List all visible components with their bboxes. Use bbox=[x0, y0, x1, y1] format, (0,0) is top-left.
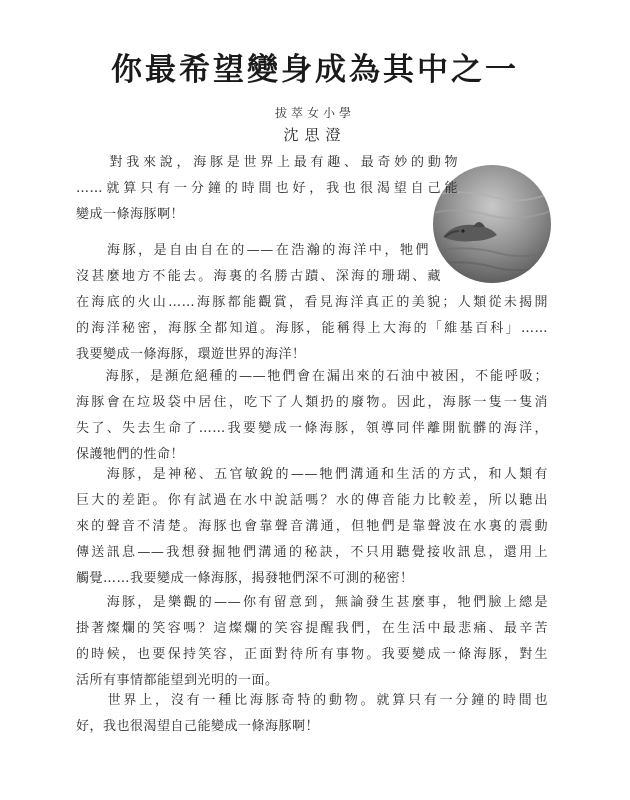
text-line: 海豚會在垃圾袋中居住，吃下了人類扔的廢物。因此，海豚一隻一隻消 bbox=[76, 395, 548, 410]
text-line: 世界上，沒有一種比海豚奇特的動物。就算只有一分鐘的時間也 bbox=[76, 693, 548, 708]
text-line: 掛著燦爛的笑容嗎？這燦爛的笑容提醒我們，在生活中最悲痛、最辛苦 bbox=[76, 621, 548, 636]
author-name: 沈思澄 bbox=[283, 126, 347, 144]
text-line: 在海底的火山……海豚都能觀賞，看見海洋真正的美貌；人類從未揭開 bbox=[76, 295, 548, 310]
text-line: 變成一條海豚啊！ bbox=[76, 207, 185, 222]
paragraph-1 bbox=[76, 150, 458, 228]
text-line: ……就算只有一分鐘的時間也好，我也很渴望自己能 bbox=[76, 181, 458, 196]
text-line: 海豚，是自由自在的——在浩瀚的海洋中，牠們 bbox=[76, 243, 429, 258]
text-line: 觸覺……我要變成一條海豚，揭發牠們深不可測的秘密！ bbox=[76, 571, 414, 586]
paragraph-5 bbox=[76, 590, 548, 694]
paragraph-6 bbox=[76, 688, 548, 740]
text-line: 沒甚麼地方不能去。海裏的名勝古蹟、深海的珊瑚、藏 bbox=[76, 269, 441, 284]
text-line: 來的聲音不清楚。海豚也會靠聲音溝通，但牠們是靠聲波在水裏的震動 bbox=[76, 519, 548, 534]
text-line: 好，我也很渴望自己能變成一條海豚啊！ bbox=[76, 719, 320, 734]
text-line: 的時候，也要保持笑容，正面對待所有事物。我要變成一條海豚，對生 bbox=[76, 647, 548, 662]
paragraph-4 bbox=[76, 462, 548, 592]
text-line: 我要變成一條海豚，環遊世界的海洋！ bbox=[76, 347, 306, 362]
text-line: 失了、失去生命了……我要變成一條海豚，領導同伴離開骯髒的海洋， bbox=[76, 421, 548, 436]
text-line: 保護牠們的性命！ bbox=[76, 447, 185, 462]
text-line: 傳送訊息——我想發掘牠們溝通的秘訣，不只用聽覺接收訊息，還用上 bbox=[76, 545, 548, 560]
text-line: 活所有事情都能望到光明的一面。 bbox=[76, 673, 279, 688]
text-line: 巨大的差距。你有試過在水中說話嗎？水的傳音能力比較差，所以聽出 bbox=[76, 493, 548, 508]
paragraph-2 bbox=[76, 238, 548, 368]
text-line: 的海洋秘密，海豚全都知道。海豚，能稱得上大海的「維基百科」…… bbox=[76, 321, 548, 336]
school-name: 拔萃女小學 bbox=[274, 106, 355, 120]
text-line: 海豚，是樂觀的——你有留意到，無論發生甚麼事，牠們臉上總是 bbox=[76, 595, 548, 610]
page-title: 你最希望變身成為其中之一 bbox=[111, 52, 519, 88]
text-line: 對我來說，海豚是世界上最有趣、最奇妙的動物 bbox=[76, 155, 458, 170]
paragraph-3 bbox=[76, 364, 548, 468]
text-line: 海豚，是神秘、五官敏銳的——牠們溝通和生活的方式，和人類有 bbox=[76, 467, 548, 482]
text-line: 海豚，是瀕危絕種的——牠們會在漏出來的石油中被困，不能呼吸； bbox=[76, 369, 548, 384]
